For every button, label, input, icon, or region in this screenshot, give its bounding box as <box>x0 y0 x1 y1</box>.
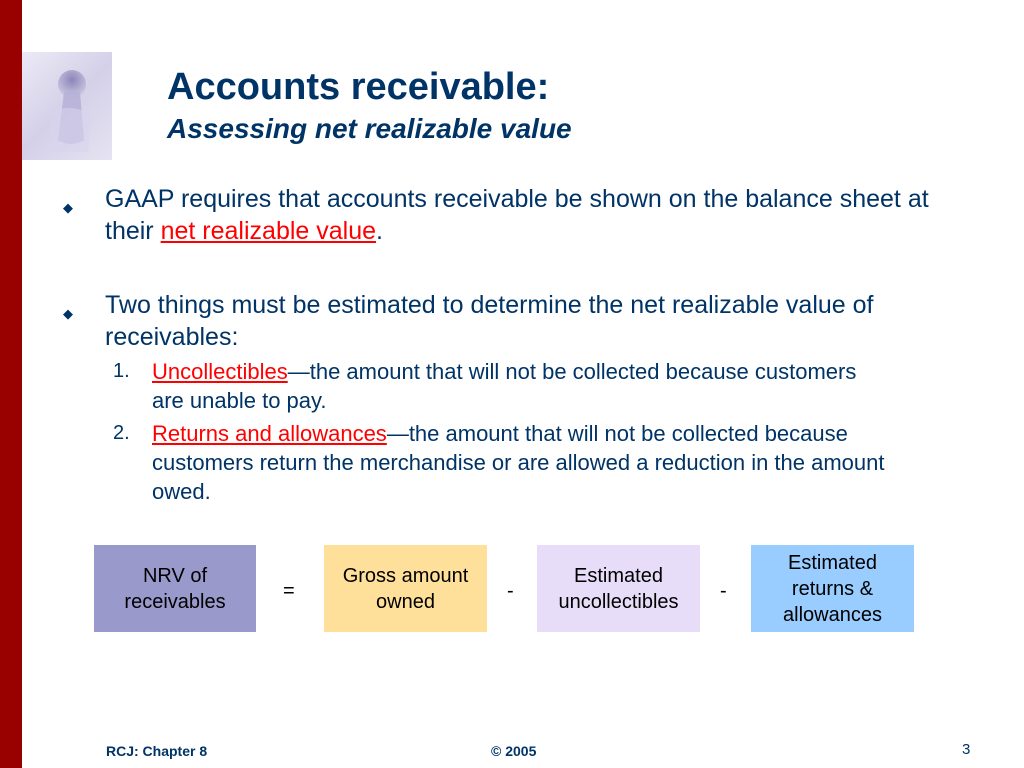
subitem-number: 1. <box>113 360 130 382</box>
footer-chapter: RCJ: Chapter 8 <box>106 743 208 759</box>
gross-amount-box: Gross amount owned <box>324 545 487 632</box>
subitem-returns-allowances <box>113 419 893 506</box>
bullet-text-suffix: . <box>376 217 383 245</box>
bullet-text-prefix: GAAP requires that accounts receivable be shown on the balance sheet at their <box>105 185 929 245</box>
net-realizable-value-link[interactable]: net realizable value <box>160 217 377 245</box>
subitem-uncollectibles <box>113 357 893 415</box>
slide-title: Accounts receivable: <box>167 66 550 108</box>
returns-and-allowances-link[interactable]: Returns and allowances <box>152 421 387 446</box>
equals-operator: = <box>283 580 295 602</box>
subitem-text <box>152 357 893 415</box>
minus-operator: - <box>720 580 727 602</box>
minus-operator: - <box>507 580 514 602</box>
estimated-returns-box: Estimated returns & allowances <box>751 545 914 632</box>
page-number: 3 <box>962 741 971 758</box>
diamond-bullet-icon: ◆ <box>63 306 73 321</box>
subitem-number: 2. <box>113 422 130 444</box>
slide-subtitle: Assessing net realizable value <box>167 113 572 144</box>
bullet-text <box>105 183 943 247</box>
uncollectibles-link[interactable]: Uncollectibles <box>152 359 288 384</box>
keyhole-logo-image <box>22 52 112 160</box>
subitem-text <box>152 419 893 506</box>
bullet-text: Two things must be estimated to determine the net realizable value of receivables: <box>105 291 874 351</box>
subitem-description: —the amount that will not be collected because customers return the merchandise or are allowed a reduction in the amount owed. <box>152 421 885 504</box>
keyhole-icon <box>22 52 112 160</box>
diamond-bullet-icon: ◆ <box>63 200 73 215</box>
estimated-uncollectibles-box: Estimated uncollectibles <box>537 545 700 632</box>
bullet-gaap <box>63 183 943 247</box>
nrv-box: NRV of receivables <box>94 545 256 632</box>
left-accent-bar <box>0 0 22 768</box>
subitem-description: —the amount that will not be collected because customers are unable to pay. <box>152 359 857 413</box>
footer-copyright: © 2005 <box>491 743 537 759</box>
bullet-two-things <box>63 289 943 353</box>
